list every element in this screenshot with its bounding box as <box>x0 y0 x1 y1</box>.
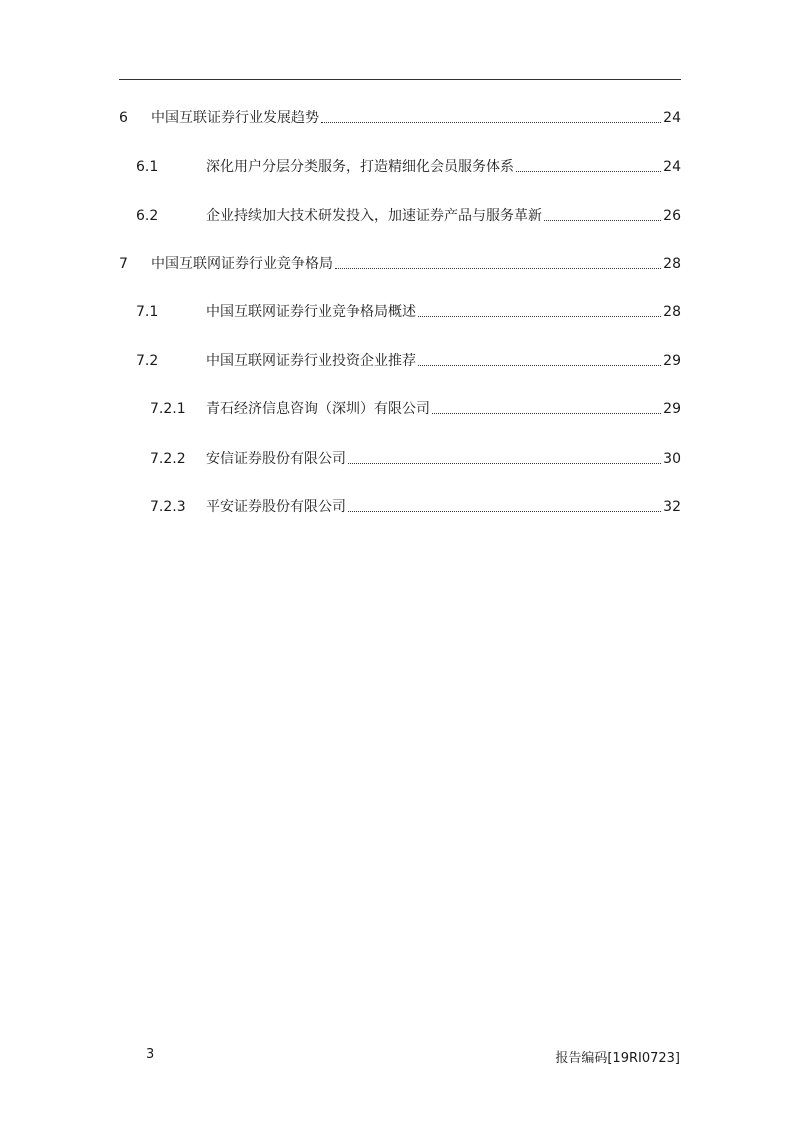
toc-entry-page: 28 <box>663 256 681 272</box>
toc-entry-number: 7.2 <box>136 353 159 369</box>
toc-entry-title: 安信证券股份有限公司 <box>206 451 346 467</box>
toc-dot-leader <box>321 108 661 128</box>
toc-entry-page: 24 <box>663 159 681 175</box>
footer-report-code: 报告编码[19RI0723] <box>555 1051 680 1066</box>
toc-entry[interactable] <box>119 351 681 371</box>
toc-entry[interactable] <box>119 206 681 226</box>
toc-entry-title: 中国互联网证券行业投资企业推荐 <box>206 353 416 369</box>
toc-dot-leader <box>348 449 661 469</box>
toc-entry-title: 青石经济信息咨询（深圳）有限公司 <box>206 401 430 417</box>
toc-entry-page: 24 <box>663 110 681 126</box>
toc-dot-leader <box>335 254 661 274</box>
toc-entry-page: 26 <box>663 208 681 224</box>
toc-entry[interactable] <box>119 254 681 274</box>
toc-entry[interactable] <box>119 302 681 322</box>
toc-dot-leader <box>418 302 661 322</box>
toc-entry-title: 平安证券股份有限公司 <box>206 499 346 515</box>
toc-dot-leader <box>516 157 661 177</box>
toc-entry[interactable] <box>119 399 681 419</box>
toc-entry[interactable] <box>119 497 681 517</box>
toc-entry-number: 7 <box>119 256 128 272</box>
toc-entry-number: 7.2.1 <box>150 401 186 417</box>
toc-entry[interactable] <box>119 108 681 128</box>
toc-entry-number: 6 <box>119 110 128 126</box>
header-divider <box>119 79 681 80</box>
toc-entry-page: 29 <box>663 353 681 369</box>
toc-entry-number: 6.1 <box>136 159 159 175</box>
toc-dot-leader <box>418 351 661 371</box>
toc-dot-leader <box>544 206 661 226</box>
toc-entry-number: 7.1 <box>136 304 159 320</box>
toc-entry-title: 深化用户分层分类服务，打造精细化会员服务体系 <box>206 159 514 175</box>
toc-entry-page: 30 <box>663 451 681 467</box>
footer-page-number: 3 <box>146 1047 155 1062</box>
toc-entry-page: 28 <box>663 304 681 320</box>
toc-entry-title: 企业持续加大技术研发投入，加速证券产品与服务革新 <box>206 208 542 224</box>
toc-entry[interactable] <box>119 449 681 469</box>
toc-dot-leader <box>348 497 661 517</box>
toc-entry-number: 7.2.3 <box>150 499 186 515</box>
toc-entry[interactable] <box>119 157 681 177</box>
toc-entry-page: 29 <box>663 401 681 417</box>
toc-dot-leader <box>432 399 661 419</box>
toc-entry-title: 中国互联证券行业发展趋势 <box>151 110 319 126</box>
toc-entry-title: 中国互联网证券行业竞争格局概述 <box>206 304 416 320</box>
toc-entry-title: 中国互联网证券行业竞争格局 <box>151 256 333 272</box>
toc-entry-number: 6.2 <box>136 208 159 224</box>
toc-entry-number: 7.2.2 <box>150 451 186 467</box>
toc-entry-page: 32 <box>663 499 681 515</box>
